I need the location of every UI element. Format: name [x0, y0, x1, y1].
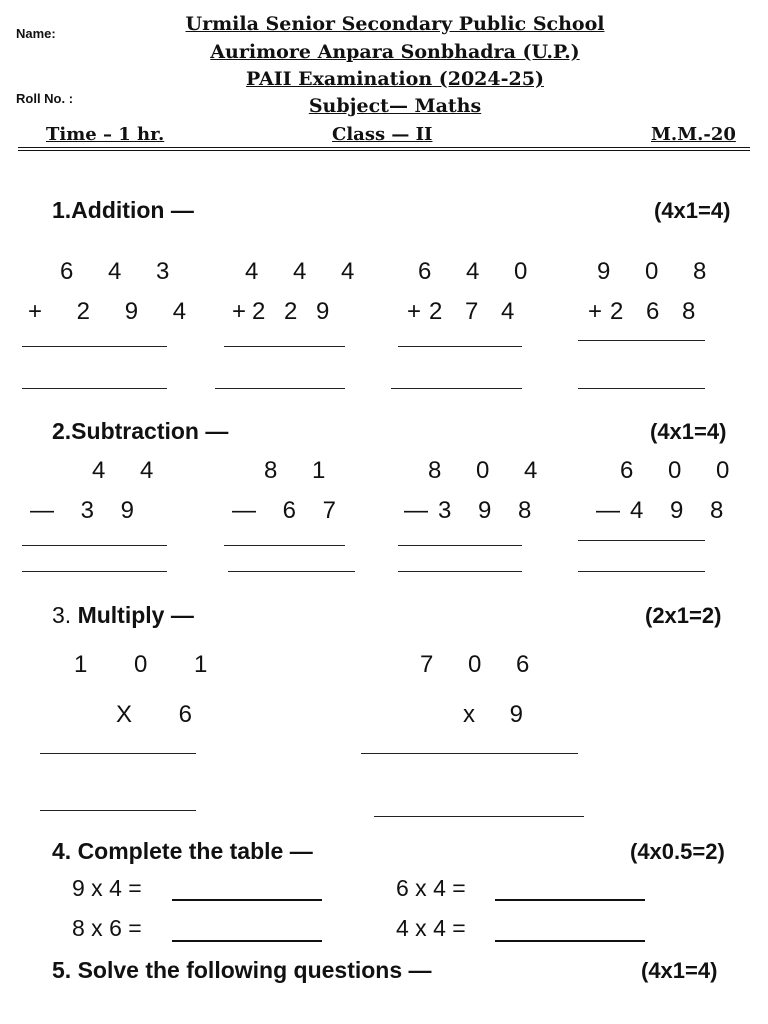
- subtraction-4-line: [578, 540, 705, 541]
- table-item-2-blank[interactable]: [495, 899, 645, 901]
- header-rule-bottom: [18, 150, 750, 151]
- subtraction-3-top: 8 0 4: [428, 457, 552, 484]
- addition-2-top: 4 4 4: [245, 258, 369, 285]
- subject-title: Subject— Maths: [308, 95, 482, 117]
- addition-3-answer-line: [391, 388, 522, 389]
- name-label: Name:: [16, 26, 56, 41]
- subtraction-4-answer-line: [578, 571, 705, 572]
- exam-class: Class — II: [332, 124, 433, 145]
- table-item-1: 9 x 4 =: [72, 875, 142, 901]
- addition-title: 1.Addition —: [52, 197, 194, 223]
- roll-number-label: Roll No. :: [16, 91, 74, 106]
- questions-marks: (4x1=4): [641, 958, 718, 983]
- subtraction-marks: (4x1=4): [650, 419, 727, 444]
- multiply-2-answer-line: [374, 816, 584, 817]
- table-title: 4. Complete the table —: [52, 838, 313, 864]
- questions-title: 5. Solve the following questions —: [52, 957, 432, 983]
- school-address: Aurimore Anpara Sonbhadra (U.P.): [210, 41, 580, 63]
- subtraction-1-bottom: — 3 9: [30, 497, 145, 524]
- multiply-title-text: Multiply —: [77, 602, 194, 628]
- multiply-2-line: [361, 753, 578, 754]
- addition-2-answer-line: [215, 388, 345, 389]
- multiply-title: [52, 602, 194, 629]
- table-item-2: 6 x 4 =: [396, 875, 466, 901]
- addition-2-bottom: +2 2 9: [232, 298, 336, 325]
- addition-4-top: 9 0 8: [597, 258, 721, 285]
- max-marks: M.M.-20: [651, 124, 736, 145]
- exam-title: PAII Examination (2024-25): [246, 68, 544, 90]
- addition-1-bottom: + 2 9 4: [28, 298, 201, 325]
- multiply-1-line: [40, 753, 196, 754]
- subtraction-2-top: 8 1: [264, 457, 340, 484]
- subtraction-4-bottom: —4 9 8: [596, 497, 734, 524]
- addition-3-top: 6 4 0: [418, 258, 542, 285]
- addition-1-line: [22, 346, 167, 347]
- multiply-2-top: 7 0 6: [420, 651, 544, 678]
- subtraction-3-bottom: —3 9 8: [404, 497, 542, 524]
- subtraction-4-top: 6 0 0: [620, 457, 744, 484]
- addition-2-line: [224, 346, 345, 347]
- header-rule-top: [18, 147, 750, 148]
- subtraction-3-answer-line: [398, 571, 522, 572]
- subtraction-2-bottom: — 6 7: [232, 497, 347, 524]
- multiply-2-bottom: x 9: [463, 701, 538, 728]
- multiply-1-top: 1 0 1: [74, 651, 228, 678]
- addition-marks: (4x1=4): [654, 198, 731, 223]
- addition-1-answer-line: [22, 388, 167, 389]
- multiply-marks: (2x1=2): [645, 603, 722, 628]
- school-name: Urmila Senior Secondary Public School: [185, 13, 605, 35]
- subtraction-1-top: 4 4: [92, 457, 168, 484]
- subtraction-1-answer-line: [22, 571, 167, 572]
- addition-4-line: [578, 340, 705, 341]
- multiply-title-number: 3.: [52, 602, 72, 628]
- subtraction-1-line: [22, 545, 167, 546]
- subtraction-2-answer-line: [228, 571, 355, 572]
- table-item-1-blank[interactable]: [172, 899, 322, 901]
- table-item-3: 8 x 6 =: [72, 915, 142, 941]
- table-item-3-blank[interactable]: [172, 940, 322, 942]
- table-marks: (4x0.5=2): [630, 839, 725, 864]
- addition-3-bottom: +2 7 4: [407, 298, 523, 325]
- table-item-4: 4 x 4 =: [396, 915, 466, 941]
- subtraction-3-line: [398, 545, 522, 546]
- addition-3-line: [398, 346, 522, 347]
- table-item-4-blank[interactable]: [495, 940, 645, 942]
- addition-4-bottom: +2 6 8: [588, 298, 704, 325]
- exam-time: Time – 1 hr.: [46, 124, 165, 145]
- multiply-1-bottom: X 6: [116, 701, 213, 728]
- addition-1-top: 6 4 3: [60, 258, 184, 285]
- subtraction-2-line: [224, 545, 345, 546]
- multiply-1-answer-line: [40, 810, 196, 811]
- addition-4-answer-line: [578, 388, 705, 389]
- subtraction-title: 2.Subtraction —: [52, 418, 229, 444]
